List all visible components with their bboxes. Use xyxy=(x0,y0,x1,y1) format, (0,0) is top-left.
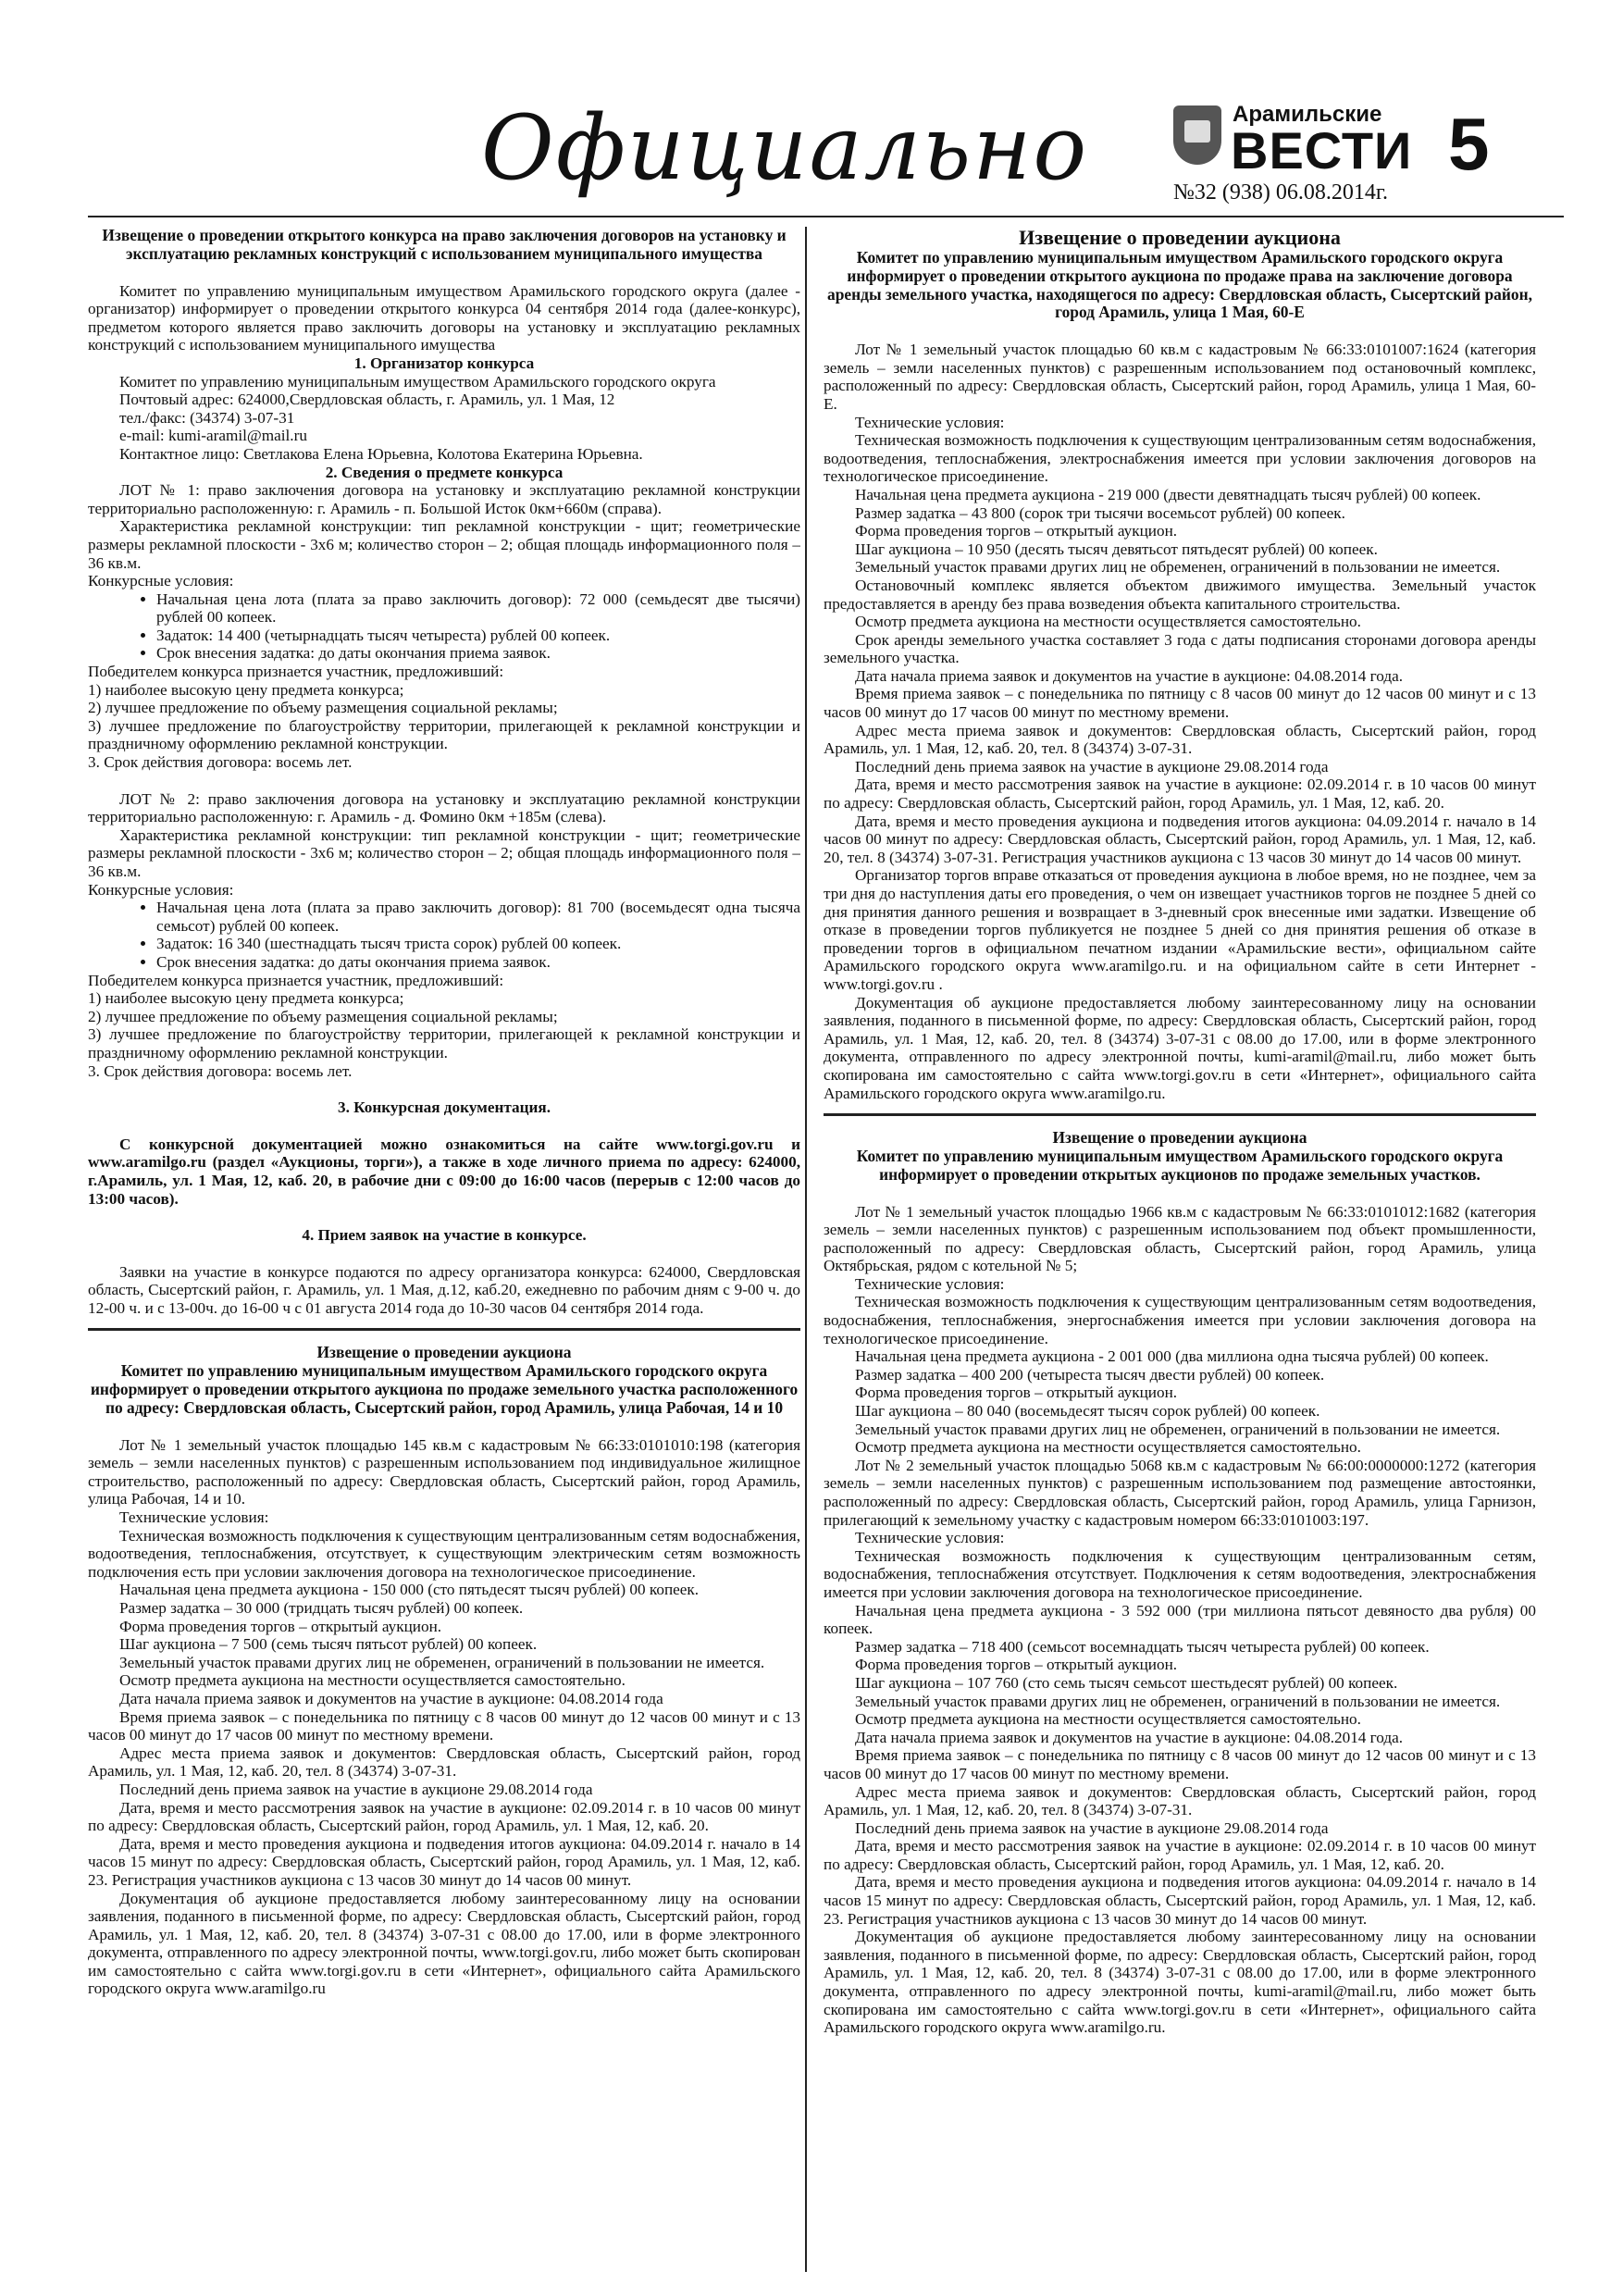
article-paragraph: Начальная цена предмета аукциона - 150 000 (сто пятьдесят тысяч рублей) 00 копеек. xyxy=(119,1581,700,1599)
article-paragraph: Лот № 1 земельный участок площадью 145 кв.м с кадастровым № 66:33:0101010:198 (категория земель – земли населенных пунктов) с разрешенным использованием под индивидуальное жилищное строительство, расположенный по адресу: Свердловская область, Сысертский район, город Арамиль, улица Рабочая, 14 и 10. xyxy=(88,1435,800,1508)
article-paragraph: С конкурсной документацией можно ознакомиться на сайте www.torgi.gov.ru и www.aramilgo.ru (раздел «Аукционы, торги»), а также в ходе личного приема по адресу: 624000, г.Арамиль, ул. 1 Мая, 12, каб. 20, в рабочие дни с 09:00 до 16:00 часов (перерыв с 12:00 часов до 13:00 часов). xyxy=(88,1135,800,1208)
article-paragraph: Дата, время и место рассмотрения заявок на участие в аукционе: 02.09.2014 г. в 10 часов 00 минут по адресу: Свердловская область, Сысертский район, город Арамиль, ул. 1 Мая, 12, каб. 20. xyxy=(824,1837,1536,1873)
article-paragraph: Дата начала приема заявок и документов на участие в аукционе: 04.08.2014 года xyxy=(119,1689,663,1707)
article-paragraph: Конкурсные условия: xyxy=(88,880,234,899)
article-paragraph: 3. Срок действия договора: восемь лет. xyxy=(88,753,353,772)
logo-line-1: Арамильские xyxy=(1233,102,1382,127)
conditions-list xyxy=(88,899,800,971)
article-paragraph: Конкурсные условия: xyxy=(88,572,234,590)
article-paragraph: 3. Срок действия договора: восемь лет. xyxy=(88,1061,353,1080)
article-paragraph: Техническая возможность подключения к существующим централизованным сетям водоснабжения, водоотведения, теплоснабжения, отсутствует, к существующим электрическим сетям возможность подключения есть при условии заключения договора на технологическое присоединение. xyxy=(88,1526,800,1581)
article-paragraph: Адрес места приема заявок и документов: Свердловская область, Сысертский район, город Арамиль, ул. 1 Мая, 12, каб. 20, тел. 8 (34374) 3-07-31. xyxy=(824,1782,1536,1819)
article-paragraph: Технические условия: xyxy=(855,1529,1005,1547)
article-paragraph: Техническая возможность подключения к существующим централизованным сетям водоотведения, водоснабжения, теплоснабжения, энергоснабжения имеется при условии заключения договора на технологическое присоединение. xyxy=(824,1293,1536,1347)
article-auction-rabochaya xyxy=(88,1344,800,1998)
logo-line-2: ВЕСТИ xyxy=(1231,121,1413,180)
article-paragraph: Документация об аукционе предоставляется любому заинтересованному лицу на основании заявления, поданного в письменной форме, по адресу: Свердловская область, Сысертский район, город Арамиль, ул. 1 Мая, 12, каб. 20, тел. 8 (34374) 3-07-31 с 08.00 до 17.00, или в форме электронного документа, отправленного по адресу электронной почты, kumi-aramil@mail.ru, либо может быть скопирована им самостоятельно с сайта www.torgi.gov.ru в сети «Интернет», официального сайта Арамильского городского округа www.aramilgo.ru. xyxy=(824,993,1536,1102)
article-paragraph: 3) лучшее предложение по благоустройству территории, прилегающей к рекламной конструкции и праздничному оформлению рекламной конструкции. xyxy=(88,716,800,753)
article-title: Извещение о проведении аукциона xyxy=(316,1343,572,1362)
article-paragraph: Дата, время и место рассмотрения заявок на участие в аукционе: 02.09.2014 г. в 10 часов 00 минут по адресу: Свердловская область, Сысертский район, город Арамиль, ул. 1 Мая, 12, каб. 20. xyxy=(824,776,1536,813)
article-title: Извещение о проведении открытого конкурса на право заключения договоров на установку и эксплуатацию рекламных конструкций с использованием муниципального имущества xyxy=(102,227,787,263)
article-paragraph: Время приема заявок – с понедельника по пятницу с 8 часов 00 минут до 12 часов 00 минут и с 13 часов 00 минут до 17 часов 00 минут по местному времени. xyxy=(824,1746,1536,1782)
article-body xyxy=(88,1436,800,1998)
conditions-list xyxy=(88,590,800,663)
article-paragraph: Остановочный комплекс является объектом движимого имущества. Земельный участок предоставляется в аренду без права возведения объекта капитального строительства. xyxy=(824,576,1536,613)
article-paragraph: Почтовый адрес: 624000,Свердловская область, г. Арамиль, ул. 1 Мая, 12 xyxy=(119,391,615,409)
article-paragraph: Комитет по управлению муниципальным имуществом Арамильского городского округа (далее - организатор) информирует о проведении открытого конкурса 04 сентября 2014 года (далее-конкурс), предметом которого является право заключить договоры на установку и эксплуатацию рекламных конструкций с использованием муниципального имущества xyxy=(88,281,800,354)
article-paragraph: Время приема заявок – с понедельника по пятницу с 8 часов 00 минут до 12 часов 00 минут и с 13 часов 00 минут до 17 часов 00 минут по местному времени. xyxy=(88,1707,800,1744)
article-paragraph: Форма проведения торгов – открытый аукцион. xyxy=(119,1617,442,1635)
article-title: Извещение о проведении аукциона xyxy=(1019,227,1341,249)
article-paragraph: Шаг аукциона – 107 760 (сто семь тысяч семьсот шестьдесят рублей) 00 копеек. xyxy=(855,1673,1398,1692)
article-paragraph: Контактное лицо: Светлакова Елена Юрьевна, Колотова Екатерина Юрьевна. xyxy=(119,444,643,463)
issue-info: №32 (938) 06.08.2014г. xyxy=(1173,180,1389,205)
article-paragraph: 2) лучшее предложение по объему размещения социальной рекламы; xyxy=(88,699,558,717)
article-paragraph: Дата, время и место проведения аукциона и подведения итогов аукциона: 04.09.2014 г. начало в 14 часов 15 минут по адресу: Свердловская область, Сысертский район, город Арамиль, ул. 1 Мая, 12, каб. 23. Регистрация участников аукциона с 13 часов 30 минут до 14 часов 00 минут. xyxy=(88,1834,800,1889)
article-paragraph: Размер задатка – 30 000 (тридцать тысяч рублей) 00 копеек. xyxy=(119,1599,524,1617)
article-paragraph: Форма проведения торгов – открытый аукцион. xyxy=(855,1384,1178,1402)
article-paragraph: Характеристика рекламной конструкции: тип рекламной конструкции - щит; геометрические размеры рекламной плоскости - 3х6 м; количество сторон – 2; общая площадь информационного поля – 36 кв.м. xyxy=(88,517,800,572)
list-item: • Срок внесения задатка: до даты окончания приема заявок. xyxy=(156,953,800,972)
article-contest xyxy=(88,227,800,1317)
article-paragraph: Документация об аукционе предоставляется любому заинтересованному лицу на основании заявления, поданного в письменной форме, по адресу: Свердловская область, Сысертский район, город Арамиль, ул. 1 Мая, 12, каб. 20, тел. 8 (34374) 3-07-31 с 08.00 до 17.00, или в форме электронного документа, отправленного по адресу электронной почты, www.torgi.gov.ru, либо может быть скопирован им самостоятельно с сайта www.torgi.gov.ru в сети «Интернет», официального сайта Арамильского городского округа www.aramilgo.ru xyxy=(88,1889,800,1998)
list-item: • Срок внесения задатка: до даты окончания приема заявок. xyxy=(156,644,800,663)
section-heading: 1. Организатор конкурса xyxy=(353,354,535,372)
article-paragraph: Время приема заявок – с понедельника по пятницу с 8 часов 00 минут до 12 часов 00 минут и с 13 часов 00 минут до 17 часов 00 минут по местному времени. xyxy=(824,685,1536,722)
list-item: • Задаток: 16 340 (шестнадцать тысяч триста сорок) рублей 00 копеек. xyxy=(156,935,800,953)
article-paragraph: e-mail: kumi-aramil@mail.ru xyxy=(119,427,307,445)
article-paragraph: Осмотр предмета аукциона на местности осуществляется самостоятельно. xyxy=(855,613,1361,631)
article-divider xyxy=(88,1328,800,1331)
article-subtitle: Комитет по управлению муниципальным имуществом Арамильского городского округа информирует о проведении открытого аукциона по продаже права на заключение договора аренды земельного участка, находящегося по адресу: Свердловская область, Сысертский район, город Арамиль, улица 1 Мая, 60-Е xyxy=(827,248,1532,322)
article-paragraph: Комитет по управлению муниципальным имуществом Арамильского городского округа xyxy=(119,372,716,391)
article-paragraph: Дата, время и место рассмотрения заявок на участие в аукционе: 02.09.2014 г. в 10 часов 00 минут по адресу: Свердловская область, Сысертский район, город Арамиль, ул. 1 Мая, 12, каб. 20. xyxy=(88,1798,800,1835)
article-paragraph: Последний день приема заявок на участие в аукционе 29.08.2014 года xyxy=(119,1780,593,1798)
article-paragraph: Последний день приема заявок на участие в аукционе 29.08.2014 года xyxy=(855,1818,1329,1837)
article-paragraph: Адрес места приема заявок и документов: Свердловская область, Сысертский район, город Арамиль, ул. 1 Мая, 12, каб. 20, тел. 8 (34374) 3-07-31. xyxy=(824,721,1536,758)
list-item: • Начальная цена лота (плата за право заключить договор): 72 000 (семьдесят две тысячи) рублей 00 копеек. xyxy=(156,590,800,627)
article-paragraph: 2) лучшее предложение по объему размещения социальной рекламы; xyxy=(88,1007,558,1025)
article-subtitle: Комитет по управлению муниципальным имуществом Арамильского городского округа информирует о проведении открытых аукционов по продаже земельных участков. xyxy=(856,1146,1504,1184)
rubric-title: Официально xyxy=(481,96,1089,200)
article-paragraph: Дата начала приема заявок и документов на участие в аукционе: 04.08.2014 года. xyxy=(855,1728,1404,1746)
article-paragraph: Техническая возможность подключения к существующим централизованным сетям, водоснабжения, теплоснабжения отсутствует. Подключения к сетям водоотведения, электроснабжения имеется при условии заключения договора на технологическое присоединение. xyxy=(824,1546,1536,1601)
newspaper-logo xyxy=(1173,102,1413,185)
article-paragraph: Земельный участок правами других лиц не обременен, ограничений в пользовании не имеется. xyxy=(855,558,1501,577)
article-paragraph: ЛОТ № 2: право заключения договора на установку и эксплуатацию рекламной конструкции территориально расположенную: г. Арамиль - д. Фомино 0км +185м (слева). xyxy=(88,789,800,826)
page-number: 5 xyxy=(1448,103,1490,185)
article-paragraph: 1) наиболее высокую цену предмета конкурса; xyxy=(88,680,404,699)
section-heading: 3. Конкурсная документация. xyxy=(337,1098,551,1117)
article-paragraph: тел./факс: (34374) 3-07-31 xyxy=(119,408,295,427)
right-column xyxy=(824,227,1536,2272)
article-paragraph: Технические условия: xyxy=(855,413,1005,431)
article-paragraph: Шаг аукциона – 80 040 (восемьдесят тысяч сорок рублей) 00 копеек. xyxy=(855,1402,1320,1421)
article-paragraph: Начальная цена предмета аукциона - 219 000 (двести девятнадцать тысяч рублей) 00 копеек. xyxy=(855,485,1481,503)
left-column xyxy=(88,227,800,2272)
article-paragraph: Заявки на участие в конкурсе подаются по адресу организатора конкурса: 624000, Свердловская область, Сысертский район, г. Арамиль, ул. 1 Мая, д.12, каб.20, ежедневно по рабочим дням с 9-00 ч. до 12-00 ч. и с 13-00ч. до 16-00 ч с 01 августа 2014 года до 10-30 часов 04 сентября 2014 года. xyxy=(88,1262,800,1317)
section-heading: 4. Прием заявок на участие в конкурсе. xyxy=(302,1226,587,1245)
crest-icon xyxy=(1173,105,1221,165)
article-paragraph: Размер задатка – 43 800 (сорок три тысячи восемьсот рублей) 00 копеек. xyxy=(855,503,1345,522)
article-paragraph: Размер задатка – 718 400 (семьсот восемнадцать тысяч четыреста рублей) 00 копеек. xyxy=(855,1637,1430,1656)
article-paragraph: Размер задатка – 400 200 (четыреста тысяч двести рублей) 00 копеек. xyxy=(855,1365,1325,1384)
article-paragraph: Осмотр предмета аукциона на местности осуществляется самостоятельно. xyxy=(119,1671,626,1690)
article-auction-lease xyxy=(824,227,1536,1102)
article-paragraph: Технические условия: xyxy=(855,1274,1005,1293)
list-item: • Начальная цена лота (плата за право заключить договор): 81 700 (восемьдесят одна тысяча семьсот) рублей 00 копеек. xyxy=(156,899,800,935)
article-paragraph: Земельный участок правами других лиц не обременен, ограничений в пользовании не имеется. xyxy=(855,1420,1501,1438)
article-paragraph: Техническая возможность подключения к существующим централизованным сетям водоснабжения, водоотведения, теплоснабжения, электроснабжения имеется при условии заключения договоров на технологическое присоединение. xyxy=(824,431,1536,486)
article-paragraph: 1) наиболее высокую цену предмета конкурса; xyxy=(88,989,404,1008)
article-paragraph: Дата, время и место проведения аукциона и подведения итогов аукциона: 04.09.2014 г. начало в 14 часов 00 минут по адресу: Свердловская область, Сысертский район, город Арамиль, ул. 1 Мая, 12, каб. 20, тел. 8 (34374) 3-07-31. Регистрация участников аукциона с 13 часов 30 минут до 14 часов 00 минут. xyxy=(824,812,1536,866)
article-paragraph: ЛОТ № 1: право заключения договора на установку и эксплуатацию рекламной конструкции территориально расположенную: г. Арамиль - п. Большой Исток 0км+660м (справа). xyxy=(88,481,800,517)
article-body xyxy=(824,1203,1536,2037)
article-paragraph: Технические условия: xyxy=(119,1508,269,1527)
article-paragraph: Начальная цена предмета аукциона - 2 001 000 (два миллиона одна тысяча рублей) 00 копеек. xyxy=(855,1347,1489,1366)
column-divider xyxy=(805,227,807,2272)
article-paragraph: Адрес места приема заявок и документов: Свердловская область, Сысертский район, город Арамиль, ул. 1 Мая, 12, каб. 20, тел. 8 (34374) 3-07-31. xyxy=(88,1744,800,1781)
article-paragraph: Лот № 2 земельный участок площадью 5068 кв.м с кадастровым № 66:00:0000000:1272 (категория земель – земли населенных пунктов) с разрешенным использованием под размещение автостоянки, расположенный по адресу: Свердловская область, Сысертский район, город Арамиль, улица Гарнизон, прилегающий к земельному участку с кадастровым номером 66:33:0101003:197. xyxy=(824,1456,1536,1529)
article-paragraph: Последний день приема заявок на участие в аукционе 29.08.2014 года xyxy=(855,757,1329,776)
article-paragraph: Лот № 1 земельный участок площадью 60 кв.м с кадастровым № 66:33:0101007:1624 (категория земель – земли населенных пунктов) с разрешенным использованием под остановочный комплекс, расположенный по адресу: Свердловская область, Сысертский район, город Арамиль, улица 1 Мая, 60-Е. xyxy=(824,341,1536,413)
article-paragraph: Лот № 1 земельный участок площадью 1966 кв.м с кадастровым № 66:33:0101012:1682 (категория земель – земли населенных пунктов) с разрешенным использованием под объект промышленности, расположенный по адресу: Свердловская область, Сысертский район, город Арамиль, улица Октябрьская, рядом с котельной № 5; xyxy=(824,1202,1536,1275)
article-paragraph: Шаг аукциона – 10 950 (десять тысяч девятьсот пятьдесят рублей) 00 копеек. xyxy=(855,540,1378,558)
article-paragraph: 3) лучшее предложение по благоустройству территории, прилегающей к рекламной конструкции и праздничному оформлению рекламной конструкции. xyxy=(88,1025,800,1061)
section-heading: 2. Сведения о предмете конкурса xyxy=(325,463,564,481)
article-auction-sale xyxy=(824,1129,1536,2037)
article-paragraph: Дата начала приема заявок и документов на участие в аукционе: 04.08.2014 года. xyxy=(855,666,1404,685)
article-paragraph: Начальная цена предмета аукциона - 3 592 000 (три миллиона пятьсот девяносто два рубля) 00 копеек. xyxy=(824,1601,1536,1638)
article-paragraph: Организатор торгов вправе отказаться от проведения аукциона в любое время, но не позднее, чем за три дня до наступления даты его проведения, о чем он извещает участников торгов не позднее 5 дней со дня принятия данного решения и возвращает в 3-дневный срок внесенные ими задатки. Извещение об отказе в проведении торгов публикуется не позднее 5 дней со дня принятия решения об отказе в проведении торгов в официальном печатном издании «Арамильские вести», официальном сайте Арамильского городского округа www.aramilgo.ru. и на официальном сайте в сети Интернет - www.torgi.gov.ru . xyxy=(824,866,1536,993)
article-paragraph: Победителем конкурса признается участник, предложивший: xyxy=(88,971,504,989)
article-paragraph: Земельный участок правами других лиц не обременен, ограничений в пользовании не имеется. xyxy=(119,1653,765,1671)
article-divider xyxy=(824,1113,1536,1116)
article-paragraph: Характеристика рекламной конструкции: тип рекламной конструкции - щит; геометрические размеры рекламной плоскости - 3х6 м; количество сторон – 2; общая площадь информационного поля – 36 кв.м. xyxy=(88,825,800,880)
article-body xyxy=(824,341,1536,1102)
article-subtitle: Комитет по управлению муниципальным имуществом Арамильского городского округа информирует о проведении открытого аукциона по продаже земельного участка расположенного по адресу: Свердловская область, Сысертский район, город Арамиль, улица Рабочая, 14 и 10 xyxy=(90,1361,799,1417)
article-paragraph: Осмотр предмета аукциона на местности осуществляется самостоятельно. xyxy=(855,1438,1361,1457)
article-title: Извещение о проведении аукциона xyxy=(1052,1128,1307,1148)
masthead xyxy=(0,0,1623,222)
list-item: • Задаток: 14 400 (четырнадцать тысяч четыреста) рублей 00 копеек. xyxy=(156,627,800,645)
article-paragraph: Победителем конкурса признается участник, предложивший: xyxy=(88,663,504,681)
article-paragraph: Дата, время и место проведения аукциона и подведения итогов аукциона: 04.09.2014 г. начало в 14 часов 15 минут по адресу: Свердловская область, Сысертский район, город Арамиль, ул. 1 Мая, 12, каб. 23. Регистрация участников аукциона с 13 часов 30 минут до 14 часов 00 минут. xyxy=(824,1873,1536,1928)
masthead-rule xyxy=(88,216,1564,217)
article-paragraph: Срок аренды земельного участка составляет 3 года с даты подписания сторонами договора аренды земельного участка. xyxy=(824,630,1536,667)
article-paragraph: Форма проведения торгов – открытый аукцион. xyxy=(855,522,1178,540)
article-paragraph: Форма проведения торгов – открытый аукцион. xyxy=(855,1656,1178,1674)
article-paragraph: Документация об аукционе предоставляется любому заинтересованному лицу на основании заявления, поданного в письменной форме, по адресу: Свердловская область, Сысертский район, город Арамиль, ул. 1 Мая, 12, каб. 20, тел. 8 (34374) 3-07-31 с 08.00 до 17.00, или в форме электронного документа, отправленного по адресу электронной почты, kumi-aramil@mail.ru, либо может быть скопирована им самостоятельно с сайта www.torgi.gov.ru в сети «Интернет», официального сайта Арамильского городского округа www.aramilgo.ru. xyxy=(824,1928,1536,2037)
article-paragraph: Земельный участок правами других лиц не обременен, ограничений в пользовании не имеется. xyxy=(855,1692,1501,1710)
article-paragraph: Осмотр предмета аукциона на местности осуществляется самостоятельно. xyxy=(855,1710,1361,1729)
article-paragraph: Шаг аукциона – 7 500 (семь тысяч пятьсот рублей) 00 копеек. xyxy=(119,1635,538,1654)
